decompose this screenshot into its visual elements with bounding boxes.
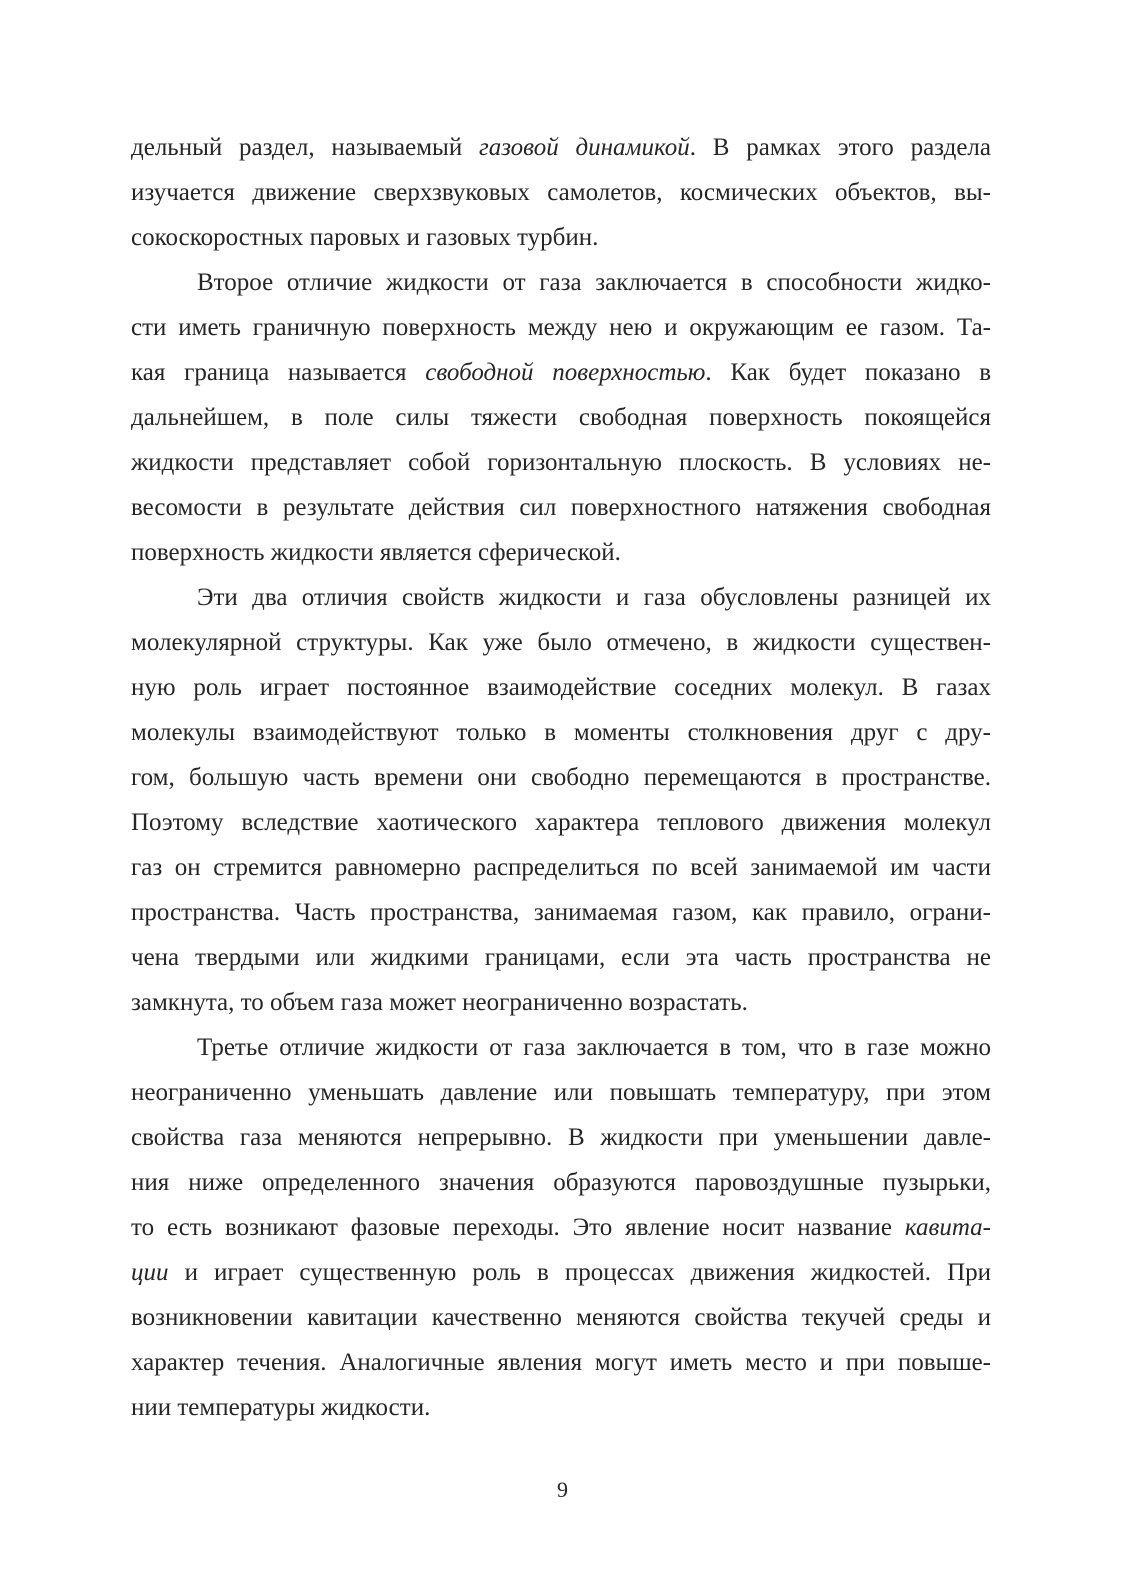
emphasized-term: газовой динамикой bbox=[479, 134, 690, 161]
text-line bbox=[131, 260, 991, 305]
text-line bbox=[131, 125, 991, 170]
text-line bbox=[131, 530, 991, 575]
text-line bbox=[131, 170, 991, 215]
text-segment: изучается движение сверхзвуковых самолетов, космических объектов, вы- bbox=[131, 179, 991, 206]
text-line bbox=[131, 755, 991, 800]
text-segment: сти иметь граничную поверхность между нею и окружающим ее газом. Та- bbox=[131, 314, 991, 341]
text-segment: дельный раздел, называемый bbox=[131, 134, 479, 161]
text-segment: гом, большую часть времени они свободно перемещаются в пространстве. bbox=[131, 764, 991, 791]
text-line bbox=[131, 1250, 991, 1295]
emphasized-term: кавита- bbox=[904, 1214, 991, 1241]
text-line bbox=[131, 350, 991, 395]
text-segment: то есть возникают фазовые переходы. Это явление носит название bbox=[131, 1214, 905, 1241]
text-line bbox=[131, 440, 991, 485]
text-line bbox=[131, 935, 991, 980]
text-segment: нии температуры жидкости. bbox=[131, 1394, 431, 1421]
text-line bbox=[131, 800, 991, 845]
text-line bbox=[131, 1205, 991, 1250]
text-line bbox=[131, 845, 991, 890]
text-segment: газ он стремится равномерно распределиться по всей занимаемой им части bbox=[131, 854, 991, 881]
text-segment: чена твердыми или жидкими границами, если эта часть пространства не bbox=[131, 944, 991, 971]
text-line bbox=[131, 980, 991, 1025]
text-line bbox=[131, 1340, 991, 1385]
paragraph bbox=[131, 125, 991, 260]
text-segment: дальнейшем, в поле силы тяжести свободная поверхность покоящейся bbox=[131, 404, 991, 431]
text-segment: пространства. Часть пространства, занимаемая газом, как правило, ограни- bbox=[131, 899, 991, 926]
text-segment: неограниченно уменьшать давление или повышать температуру, при этом bbox=[131, 1079, 991, 1106]
text-line bbox=[131, 1295, 991, 1340]
text-line bbox=[131, 710, 991, 755]
text-line bbox=[131, 890, 991, 935]
text-line bbox=[131, 1025, 991, 1070]
text-line bbox=[131, 395, 991, 440]
text-segment: жидкости представляет собой горизонтальную плоскость. В условиях не- bbox=[131, 449, 991, 476]
text-segment: . В рамках этого раздела bbox=[689, 134, 991, 161]
emphasized-term: свободной поверхностью bbox=[425, 359, 706, 386]
text-segment: замкнута, то объем газа может неограниченно возрастать. bbox=[131, 989, 748, 1016]
text-segment: поверхность жидкости является сферической. bbox=[131, 539, 621, 566]
text-line bbox=[131, 1385, 991, 1430]
page-body bbox=[131, 125, 991, 1430]
text-line bbox=[131, 575, 991, 620]
page-number: 9 bbox=[557, 1477, 568, 1502]
text-segment: ную роль играет постоянное взаимодействие соседних молекул. В газах bbox=[131, 674, 991, 701]
text-segment: Поэтому вследствие хаотического характера теплового движения молекул bbox=[131, 809, 991, 836]
text-segment: и играет существенную роль в процессах движения жидкостей. При bbox=[168, 1259, 991, 1286]
paragraph bbox=[131, 575, 991, 1025]
text-segment: характер течения. Аналогичные явления могут иметь место и при повыше- bbox=[131, 1349, 991, 1376]
text-segment: сокоскоростных паровых и газовых турбин. bbox=[131, 224, 599, 251]
text-line bbox=[131, 485, 991, 530]
text-segment: молекулы взаимодействуют только в моменты столкновения друг с дру- bbox=[131, 719, 991, 746]
text-segment: свойства газа меняются непрерывно. В жидкости при уменьшении давле- bbox=[131, 1124, 991, 1151]
emphasized-term: ции bbox=[131, 1259, 169, 1286]
text-line bbox=[131, 305, 991, 350]
paragraph bbox=[131, 1025, 991, 1430]
text-segment: Второе отличие жидкости от газа заключается в способности жидко- bbox=[197, 269, 991, 296]
paragraph bbox=[131, 260, 991, 575]
text-segment: Третье отличие жидкости от газа заключается в том, что в газе можно bbox=[197, 1034, 991, 1061]
text-segment: кая граница называется bbox=[131, 359, 426, 386]
text-line bbox=[131, 215, 991, 260]
text-line bbox=[131, 665, 991, 710]
text-segment: . Как будет показано в bbox=[705, 359, 991, 386]
text-line bbox=[131, 1070, 991, 1115]
text-segment: молекулярной структуры. Как уже было отмечено, в жидкости существен- bbox=[131, 629, 991, 656]
text-segment: Эти два отличия свойств жидкости и газа обусловлены разницей их bbox=[197, 584, 991, 611]
text-segment: ния ниже определенного значения образуются паровоздушные пузырьки, bbox=[131, 1169, 991, 1196]
text-line bbox=[131, 620, 991, 665]
text-line bbox=[131, 1160, 991, 1205]
text-segment: возникновении кавитации качественно меняются свойства текучей среды и bbox=[131, 1304, 991, 1331]
text-segment: весомости в результате действия сил поверхностного натяжения свободная bbox=[131, 494, 991, 521]
text-line bbox=[131, 1115, 991, 1160]
